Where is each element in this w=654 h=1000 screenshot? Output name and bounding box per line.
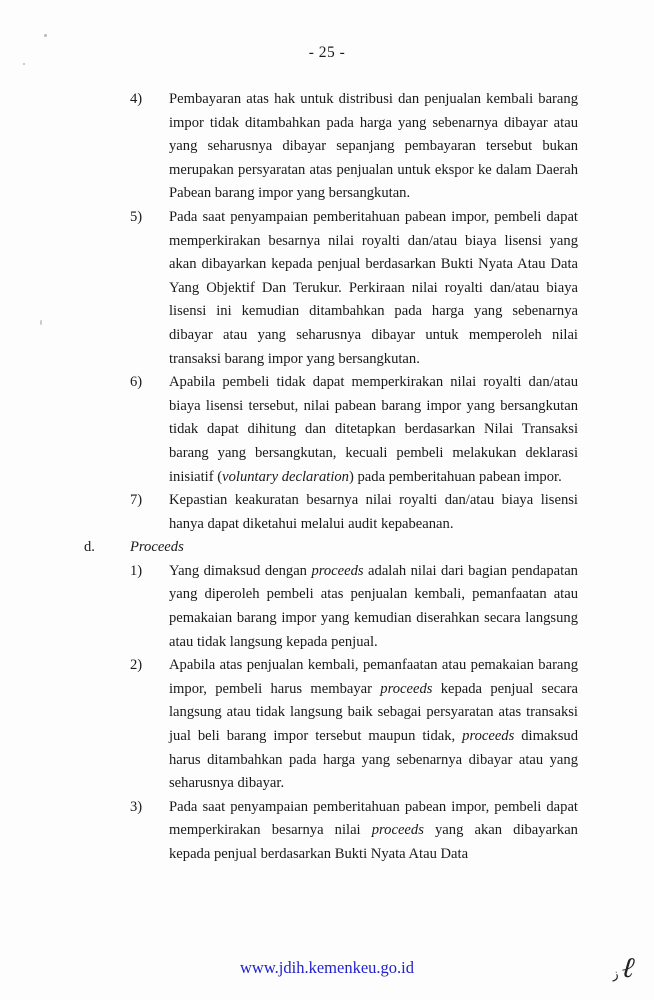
list-item <box>130 371 578 489</box>
list-item-text: Pembayaran atas hak untuk distribusi dan penjualan kembali barang impor tidak ditambahkan pada harga yang sebenarnya dibayar atau yang seharusnya dibayar sepanjang pembayaran tersebut bukan merupakan persyaratan atas penjualan untuk ekspor ke dalam Daerah Pabean barang impor yang bersangkutan. <box>169 91 578 202</box>
list-item <box>130 206 578 371</box>
signature-glyph: ز <box>610 965 620 982</box>
text-segment: Pada saat penyampaian pemberitahuan pabean impor, pembeli dapat memperkirakan besarnya nilai <box>169 798 578 839</box>
list-item-marker: 3) <box>130 798 143 815</box>
list-item-text <box>169 654 578 796</box>
italic-term: proceeds <box>462 728 515 745</box>
italic-term: voluntary declaration <box>222 468 349 485</box>
footer-url[interactable]: www.jdih.kemenkeu.go.id <box>240 958 414 977</box>
list-item <box>130 654 578 796</box>
list-item <box>130 796 578 867</box>
document-body <box>84 88 578 867</box>
italic-term: proceeds <box>371 822 424 839</box>
list-item-letter <box>84 536 578 560</box>
text-segment: kepada penjual secara langsung atau tidak langsung baik sebagai persyaratan atas transaksi jual beli barang impor tersebut maupun tidak, <box>169 680 579 745</box>
text-segment: Yang dimaksud dengan <box>169 562 312 579</box>
page-number: - 25 - <box>308 44 346 61</box>
list-item-marker: 1) <box>130 562 143 579</box>
list-item-text: Pada saat penyampaian pemberitahuan pabean impor, pembeli dapat memperkirakan besarnya nilai royalti dan/atau biaya lisensi yang akan dibayarkan kepada penjual berdasarkan Bukti Nyata Atau Data Yang Objektif Dan Terukur. Perkiraan nilai royalti dan/atau biaya lisensi ini kemudian ditambahkan pada harga yang sebenarnya dibayar atau yang seharusnya dibayar untuk memperoleh nilai transaksi barang impor yang bersangkutan. <box>169 208 578 367</box>
signature-glyph: ℓ <box>620 951 636 985</box>
text-segment: ) pada pemberitahuan pabean impor. <box>348 468 562 485</box>
list-item-text: Proceeds <box>130 539 184 556</box>
text-segment: Apabila atas penjualan kembali, pemanfaatan atau pemakaian barang impor, pembeli harus membayar <box>169 657 578 697</box>
text-segment: adalah nilai dari bagian pendapatan yang diperoleh pembeli atas penjualan kembali, pemanfaatan atau pemakaian barang impor yang kemudian diserahkan secara langsung atau tidak langsung kepada penjual. <box>169 562 578 650</box>
list-item <box>130 88 578 206</box>
list-item <box>130 489 578 536</box>
italic-term: proceeds <box>311 562 364 579</box>
scan-speck <box>44 34 47 37</box>
list-item-marker: 4) <box>130 91 143 107</box>
list-item-text: Kepastian keakuratan besarnya nilai royalti dan/atau biaya lisensi hanya dapat diketahui melalui audit kepabeanan. <box>169 492 578 532</box>
scan-speck <box>40 320 42 325</box>
scan-speck <box>23 63 25 65</box>
list-item-text <box>169 796 578 867</box>
list-item-text <box>169 371 578 489</box>
italic-term: proceeds <box>380 680 433 697</box>
list-item-marker: 2) <box>130 657 143 674</box>
list-item-marker: 5) <box>130 208 143 225</box>
list-item-text <box>169 560 578 654</box>
text-segment: yang akan dibayarkan kepada penjual berdasarkan Bukti Nyata Atau Data <box>169 822 578 862</box>
list-item <box>130 560 578 654</box>
signature-mark <box>608 952 644 992</box>
text-segment: Apabila pembeli tidak dapat memperkirakan nilai royalti dan/atau biaya lisensi tersebut, nilai pabean barang impor yang bersangkutan tidak dapat dihitung dan ditetapkan berdasarkan Nilai Transaksi barang yang bersangkutan, kecuali pembeli melakukan deklarasi inisiatif ( <box>169 374 578 485</box>
list-item-marker: d. <box>84 539 95 556</box>
text-segment: dimaksud harus ditambahkan pada harga yang sebenarnya dibayar atau yang seharusnya dibayar. <box>169 728 578 792</box>
list-item-marker: 6) <box>130 374 143 391</box>
list-item-marker: 7) <box>130 492 143 509</box>
